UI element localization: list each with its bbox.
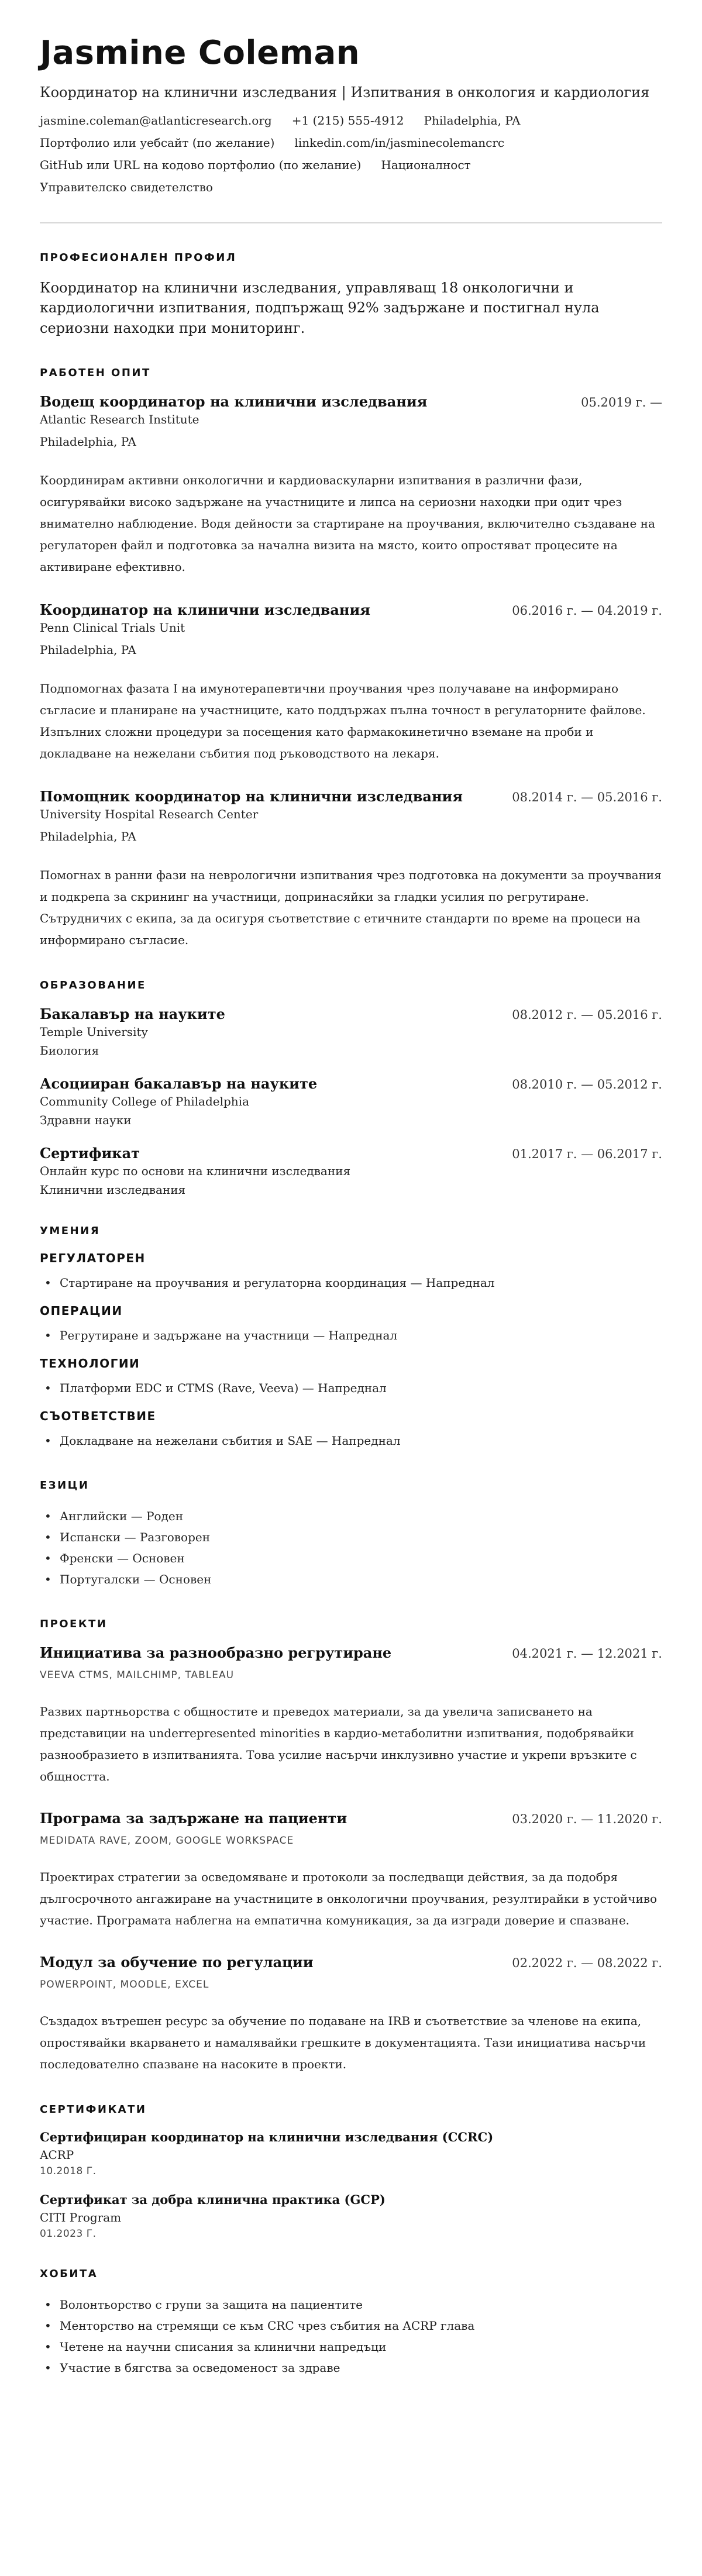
job-description: Подпомогнах фазата I на имунотерапевтични проучвания чрез получаване на информирано съгласие и планиране на участниците, като поддържах пълна точност в регулаторните файлове. Изпълних сложни процедури за посещения като фармакокинетично вземане на проби и докладване на нежелани събития под ръководството на лекаря. (40, 681, 646, 760)
job-location: Philadelphia, PA (40, 829, 136, 843)
project-title: Инициатива за разнообразно регрутиране (40, 1644, 392, 1661)
certificate-item (40, 2192, 662, 2240)
contact-row-links (40, 136, 662, 150)
degree-title: Асоцииран бакалавър на науките (40, 1075, 318, 1092)
section-projects (40, 1618, 662, 2075)
section-profile (40, 252, 662, 339)
contact-phone[interactable]: +1 (215) 555-4912 (291, 113, 404, 128)
hobby-item: • Четене на научни списания за клинични напредъци (40, 2336, 662, 2357)
certificate-name: Сертификат за добра клинична практика (GCP) (40, 2192, 386, 2207)
section-skills (40, 1225, 662, 1451)
contact-location: Philadelphia, PA (424, 113, 521, 128)
education-item (40, 1145, 662, 1197)
hobby-item: • Волонтьорство с групи за защита на пациентите (40, 2294, 662, 2315)
job-organization: University Hospital Research Center (40, 807, 259, 821)
profile-summary: Координатор на клинични изследвания, управляващ 18 онкологични и кардиологични изпитвания, подпържащ 92% задържане и постигнал нула сериозни находки при мониторинг. (40, 279, 600, 337)
hobby-item: • Менторство на стремящи се към CRC чрез събития на ACRP глава (40, 2315, 662, 2336)
section-experience (40, 367, 662, 951)
project-item (40, 1644, 662, 1788)
skill-category: ТЕХНОЛОГИИ (40, 1356, 140, 1370)
skill-items (40, 1377, 662, 1399)
job-organization: Penn Clinical Trials Unit (40, 620, 185, 635)
project-date: 02.2022 г. — 08.2022 г. (512, 1955, 662, 1970)
candidate-name: Jasmine Coleman (40, 34, 360, 72)
project-title: Модул за обучение по регулации (40, 1953, 314, 1971)
contact-license: Управителско свидетелство (40, 180, 213, 194)
education-item (40, 1075, 662, 1127)
skill-category: РЕГУЛАТОРЕН (40, 1251, 146, 1265)
job-organization: Atlantic Research Institute (40, 412, 199, 426)
section-title-education: ОБРАЗОВАНИЕ (40, 979, 146, 991)
skills-list (40, 1251, 662, 1451)
education-date: 08.2012 г. — 05.2016 г. (512, 1007, 662, 1022)
skill-category: СЪОТВЕТСТВИЕ (40, 1408, 156, 1423)
section-title-hobbies: ХОБИТА (40, 2267, 98, 2280)
job-title: Помощник координатор на клинични изследвания (40, 787, 463, 805)
project-item (40, 1954, 662, 2075)
skill-item: • Стартиране на проучвания и регулаторна координация — Напреднал (40, 1272, 662, 1293)
skill-items (40, 1325, 662, 1346)
education-date: 08.2010 г. — 05.2012 г. (512, 1077, 662, 1091)
contact-row-primary (40, 113, 662, 128)
skill-items (40, 1430, 662, 1451)
job-title: Водещ координатор на клинични изследвания (40, 392, 428, 410)
certificate-issuer: CITI Program (40, 2210, 122, 2224)
skill-items (40, 1272, 662, 1293)
project-date: 03.2020 г. — 11.2020 г. (512, 1812, 662, 1826)
contact-portfolio[interactable]: Портфолио или уебсайт (по желание) (40, 135, 275, 150)
project-tech: MEDIDATA RAVE, ZOOM, GOOGLE WORKSPACE (40, 1834, 294, 1847)
degree-title: Сертификат (40, 1144, 140, 1162)
section-title-projects: ПРОЕКТИ (40, 1617, 108, 1630)
section-title-certificates: СЕРТИФИКАТИ (40, 2103, 147, 2116)
experience-item (40, 393, 662, 578)
experience-item (40, 788, 662, 951)
section-certificates (40, 2103, 662, 2240)
job-description: Координирам активни онкологични и кардиоваскуларни изпитвания в различни фази, осигурявайки високо задържане на участниците и липса на сериозни находки при одит чрез внимателно наблюдение. Водя дейности за стартиране на проучвания, включително създаване на регулаторен файл и подготовка за начална визита на място, които опростяват процесите на активиране ефективно. (40, 473, 655, 574)
candidate-headline: Координатор на клинични изследвания | Изпитвания в онкология и кардиология (40, 84, 650, 101)
degree-title: Бакалавър на науките (40, 1005, 225, 1022)
field-of-study: Биология (40, 1043, 99, 1058)
skill-item: • Регрутиране и задържане на участници — Напреднал (40, 1325, 662, 1346)
hobbies-list (40, 2294, 662, 2378)
field-of-study: Клинични изследвания (40, 1182, 186, 1197)
experience-item (40, 601, 662, 764)
language-item: • Португалски — Основен (40, 1569, 662, 1590)
job-location: Philadelphia, PA (40, 642, 136, 657)
education-item (40, 1005, 662, 1058)
contact-linkedin[interactable]: linkedin.com/in/jasminecolemancrc (294, 135, 505, 150)
section-title-skills: УМЕНИЯ (40, 1224, 101, 1237)
contact-nationality: Националност (381, 157, 471, 172)
school-name: Онлайн курс по основи на клинични изследвания (40, 1163, 351, 1178)
contact-email[interactable]: jasmine.coleman@atlanticresearch.org (40, 113, 272, 128)
language-item: • Испански — Разговорен (40, 1527, 662, 1548)
language-item: • Английски — Роден (40, 1506, 662, 1527)
certificate-date: 01.2023 Г. (40, 2227, 97, 2240)
section-languages (40, 1479, 662, 1590)
language-item: • Френски — Основен (40, 1548, 662, 1569)
certificate-issuer: ACRP (40, 2147, 74, 2162)
hobby-item: • Участие в бягства за осведоменост за здраве (40, 2357, 662, 2378)
job-date: 08.2014 г. — 05.2016 г. (512, 790, 662, 804)
field-of-study: Здравни науки (40, 1113, 132, 1127)
resume-header (40, 35, 662, 194)
project-tech: VEEVA CTMS, MAILCHIMP, TABLEAU (40, 1669, 235, 1681)
job-description: Помогнах в ранни фази на неврологични изпитвания чрез подготовка на документи за проучвания и подкрепа за скрининг на участници, допринасяйки за гладки усилия по регрутиране. Сътрудничих с екипа, за да осигуря съответствие с етичните стандарти по време на процеси на информирано съгласие. (40, 867, 662, 947)
contact-row-extra (40, 158, 662, 172)
job-location: Philadelphia, PA (40, 434, 136, 449)
project-description: Развих партньорства с общностите и преведох материали, за да увелича записването на представиции на underrepresented minorities в кардио-метаболитни изпитвания, подобрявайки разнообразието в изпитванията. Това усилие насърчи инклузивно участие и укрепи връзките с общността. (40, 1704, 637, 1783)
contact-github[interactable]: GitHub или URL на кодово портфолио (по желание) (40, 157, 362, 172)
skill-category: ОПЕРАЦИИ (40, 1303, 123, 1318)
project-date: 04.2021 г. — 12.2021 г. (512, 1646, 662, 1661)
project-item (40, 1810, 662, 1931)
job-date: 05.2019 г. — (581, 395, 662, 409)
school-name: Community College of Philadelphia (40, 1094, 249, 1108)
project-tech: POWERPOINT, MOODLE, EXCEL (40, 1978, 209, 1990)
education-date: 01.2017 г. — 06.2017 г. (512, 1146, 662, 1161)
section-education (40, 979, 662, 1197)
project-description: Създадох вътрешен ресурс за обучение по подаване на IRB и съответствие за членове на екипа, опростявайки вкарването и намалявайки грешките в документацията. Тази инициатива насърчи последователно спазване на насоките в проекти. (40, 2013, 646, 2071)
project-title: Програма за задържане на пациенти (40, 1809, 347, 1827)
project-description: Проектирах стратегии за осведомяване и протоколи за последващи действия, за да подобря дългосрочното ангажиране на участниците в онкологични проучвания, резултирайки в устойчиво участие. Програмата наблегна на емпатична комуникация, за да изгради доверие и спазване. (40, 1869, 658, 1927)
skill-item: • Докладване на нежелани събития и SAE — Напреднал (40, 1430, 662, 1451)
skill-item: • Платформи EDC и CTMS (Rave, Veeva) — Напреднал (40, 1377, 662, 1399)
section-title-languages: ЕЗИЦИ (40, 1479, 90, 1492)
school-name: Temple University (40, 1024, 148, 1039)
languages-list (40, 1506, 662, 1590)
section-title-experience: РАБОТЕН ОПИТ (40, 366, 151, 379)
job-date: 06.2016 г. — 04.2019 г. (512, 603, 662, 618)
certificate-date: 10.2018 Г. (40, 2165, 97, 2177)
certificate-item (40, 2130, 662, 2177)
job-title: Координатор на клинични изследвания (40, 601, 370, 618)
header-divider (40, 222, 662, 223)
certificate-name: Сертифициран координатор на клинични изследвания (CCRC) (40, 2129, 494, 2144)
section-title-profile: ПРОФЕСИОНАЛЕН ПРОФИЛ (40, 251, 237, 264)
section-hobbies (40, 2268, 662, 2378)
